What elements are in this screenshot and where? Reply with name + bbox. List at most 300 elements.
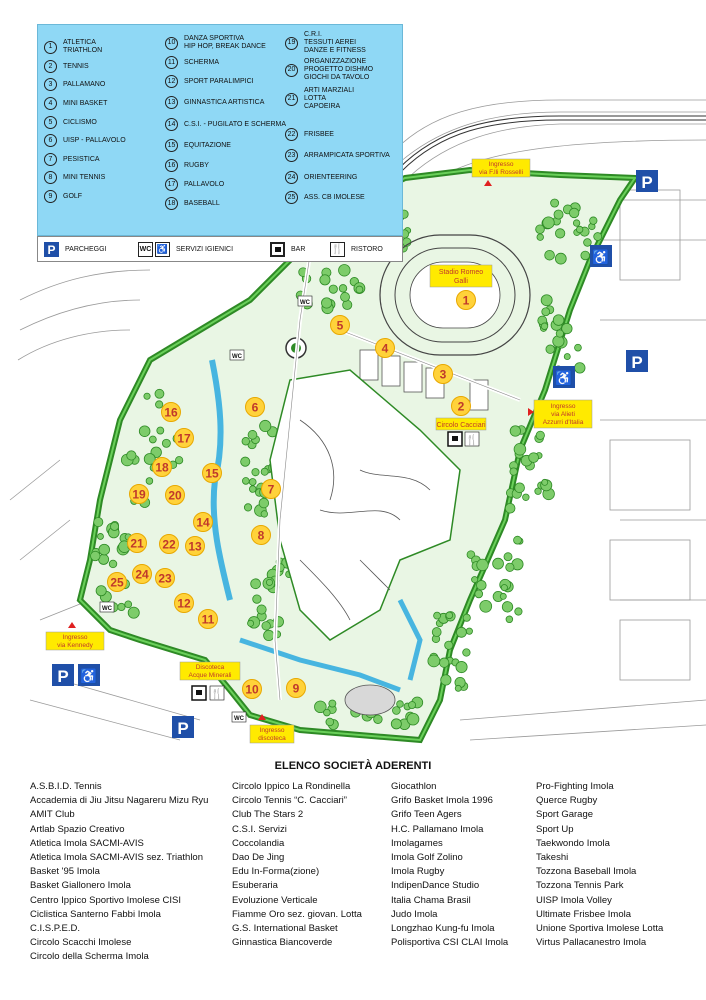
member-item: Polisportiva CSI CLAI Imola <box>391 937 509 949</box>
bar-icon <box>192 686 206 700</box>
parking-icon <box>626 350 648 372</box>
tree-icon <box>536 225 545 234</box>
tree-icon <box>146 478 153 485</box>
svg-text:Galli: Galli <box>453 278 469 285</box>
map-marker-3[interactable] <box>434 365 453 384</box>
tree-icon <box>545 250 555 260</box>
tree-icon <box>441 675 451 685</box>
legend-number: 18 <box>165 197 178 210</box>
members-column-4 <box>536 780 663 950</box>
legend-label: PESISTICA <box>63 155 100 163</box>
tree-icon <box>339 285 347 293</box>
parking-icon <box>636 170 658 192</box>
legend-number: 5 <box>44 116 57 129</box>
map-marker-22[interactable] <box>160 535 179 554</box>
wc-icon: WC <box>138 242 153 257</box>
legend-label: C.S.I. - PUGILATO E SCHERMA <box>184 120 287 128</box>
marker-number: 2 <box>457 399 465 414</box>
map-marker-14[interactable] <box>194 513 213 532</box>
label-discoteca <box>180 662 240 680</box>
accessible-wc-icon: ♿ <box>155 242 170 257</box>
tree-icon <box>261 468 268 475</box>
legend-label: GOLF <box>63 192 83 200</box>
tree-icon <box>329 285 337 293</box>
tree-icon <box>155 389 164 398</box>
tree-icon <box>535 488 542 495</box>
map-marker-2[interactable] <box>452 397 471 416</box>
members-column-3 <box>391 780 508 950</box>
wc-icon <box>100 602 114 612</box>
tree-icon <box>155 401 162 408</box>
legend-number: 25 <box>285 191 298 204</box>
legend-number: 15 <box>165 139 178 152</box>
tree-icon <box>251 579 261 589</box>
parking-icon <box>172 716 194 738</box>
tree-icon <box>529 453 539 463</box>
parking-label: PARCHEGGI <box>65 246 107 253</box>
restaurant-icon <box>210 686 224 700</box>
legend-item-4 <box>44 97 107 110</box>
legend-label: UISP - PALLAVOLO <box>63 136 126 144</box>
member-item: A.S.B.I.D. Tennis <box>30 781 102 792</box>
tree-icon <box>575 363 586 374</box>
member-item: Grifo Basket Imola 1996 <box>391 795 493 807</box>
marker-number: 17 <box>177 431 191 446</box>
tree-icon <box>118 603 125 610</box>
legend-label: PALLAMANO <box>63 80 106 88</box>
legend-label: SPORT PARALIMPICI <box>184 77 254 85</box>
marker-number: 10 <box>245 682 259 697</box>
legend-label: ASS. CB IMOLESE <box>304 193 365 201</box>
legend-item-6 <box>44 134 126 147</box>
map-marker-24[interactable] <box>133 565 152 584</box>
legend-number: 6 <box>44 134 57 147</box>
member-item: Taekwondo Imola <box>536 837 610 849</box>
accessible-parking-icon <box>590 245 612 267</box>
member-item: Circolo della Scherma Imola <box>30 951 149 963</box>
svg-text:P: P <box>631 353 643 372</box>
tree-icon <box>515 483 525 493</box>
svg-text:🍴: 🍴 <box>465 435 479 446</box>
member-item: Atletica Imola SACMI-AVIS sez. Triathlon <box>30 852 203 864</box>
legend-label: GINNASTICA ARTISTICA <box>184 98 265 106</box>
tree-icon <box>257 605 266 614</box>
svg-text:P: P <box>57 667 69 686</box>
tree-icon <box>455 685 461 691</box>
marker-number: 11 <box>201 612 215 627</box>
svg-text:Stadio Romeo: Stadio Romeo <box>438 269 484 276</box>
tree-icon <box>515 608 522 615</box>
legend-label: PALLAVOLO <box>184 180 225 188</box>
parking-icon <box>52 664 74 686</box>
restaurant-label: RISTORO <box>351 246 383 253</box>
tree-icon <box>514 536 522 544</box>
tree-icon <box>392 707 400 715</box>
marker-number: 13 <box>188 539 202 554</box>
map-marker-18[interactable] <box>153 458 172 477</box>
map-marker-12[interactable] <box>175 594 194 613</box>
legend-number: 4 <box>44 97 57 110</box>
svg-text:🍴: 🍴 <box>210 689 224 700</box>
legend-number: 10 <box>165 37 178 50</box>
legend-item-8 <box>44 171 105 184</box>
map-marker-6[interactable] <box>246 398 265 417</box>
tree-icon <box>556 330 563 337</box>
map-marker-8[interactable] <box>252 526 271 545</box>
svg-text:Ingresso: Ingresso <box>488 161 514 168</box>
tree-icon <box>463 649 470 656</box>
marker-number: 14 <box>196 515 210 530</box>
tree-icon <box>320 275 330 285</box>
member-item: Accademia di Jiu Jitsu Nagareru Mizu Ryu <box>30 795 209 807</box>
tree-icon <box>506 616 513 623</box>
member-item: Ginnastica Biancoverde <box>232 937 333 949</box>
legend-label: RUGBY <box>184 161 209 169</box>
tree-icon <box>356 286 363 293</box>
label-circolo-cacciari <box>436 418 486 430</box>
map-marker-10[interactable] <box>243 680 262 699</box>
map-marker-21[interactable] <box>128 534 147 553</box>
restaurant-icon: 🍴 <box>331 244 344 255</box>
member-item: H.C. Pallamano Imola <box>391 823 484 835</box>
tree-icon <box>501 584 507 590</box>
legend-item-5 <box>44 116 97 129</box>
svg-text:Acque Minerali: Acque Minerali <box>188 672 232 679</box>
tree-icon <box>554 210 563 219</box>
map-marker-15[interactable] <box>203 464 222 483</box>
tree-icon <box>590 217 597 224</box>
tree-icon <box>144 393 150 399</box>
tree-icon <box>110 522 118 530</box>
map-marker-1[interactable] <box>457 291 476 310</box>
legend-item-13 <box>165 96 264 109</box>
tree-icon <box>241 457 250 466</box>
map-marker-23[interactable] <box>156 569 175 588</box>
label-ingresso-rosselli <box>472 159 530 177</box>
svg-text:via Alieti: via Alieti <box>551 411 575 418</box>
member-item: Evoluzione Verticale <box>232 894 318 906</box>
member-item: C.I.S.P.E.D. <box>30 923 80 935</box>
tree-icon <box>262 622 271 631</box>
member-item: Querce Rugby <box>536 795 598 807</box>
tree-icon <box>432 628 441 637</box>
legend-number: 9 <box>44 190 57 203</box>
svg-text:WC: WC <box>232 354 242 360</box>
svg-text:via Kennedy: via Kennedy <box>57 642 93 649</box>
legend-item-11 <box>165 56 219 69</box>
label-ingresso-alieti <box>534 400 592 428</box>
marker-number: 3 <box>439 367 447 382</box>
legend-item-16 <box>165 159 209 172</box>
marker-number: 16 <box>164 405 178 420</box>
member-item: UISP Imola Volley <box>536 894 612 906</box>
map-marker-5[interactable] <box>331 316 350 335</box>
marker-number: 21 <box>130 536 144 551</box>
tree-icon <box>91 551 101 561</box>
bar-label: BAR <box>291 246 306 253</box>
member-item: Club The Stars 2 <box>232 809 304 821</box>
map-marker-4[interactable] <box>376 339 395 358</box>
restaurant-icon <box>465 432 479 446</box>
legend-item-9 <box>44 190 82 203</box>
legend-label: SCHERMA <box>184 58 220 66</box>
tree-icon <box>475 590 483 598</box>
map-marker-9[interactable] <box>287 679 306 698</box>
tree-icon <box>594 233 602 241</box>
marker-number: 7 <box>267 482 275 497</box>
map-marker-19[interactable] <box>130 485 149 504</box>
tree-icon <box>339 264 351 276</box>
tree-icon <box>581 251 590 260</box>
tree-icon <box>541 323 548 330</box>
marker-number: 22 <box>162 537 176 552</box>
svg-text:P: P <box>641 173 653 192</box>
tree-icon <box>573 220 580 227</box>
member-item: Imolagames <box>391 837 443 849</box>
tree-icon <box>249 479 256 486</box>
legend-item-17 <box>165 178 224 191</box>
members-column-1 <box>30 780 208 965</box>
marker-number: 4 <box>381 341 389 356</box>
tree-icon <box>249 486 256 493</box>
svg-text:WC: WC <box>102 606 112 612</box>
legend-label: BASEBALL <box>184 199 220 207</box>
legend-number: 23 <box>285 149 298 162</box>
legend-label: ATLETICA TRIATHLON <box>63 39 103 54</box>
legend-parking <box>44 242 107 257</box>
tree-icon <box>264 630 274 640</box>
tree-icon <box>502 602 512 612</box>
legend-restaurant <box>330 242 383 257</box>
member-item: Unione Sportiva Imolese Lotta <box>536 923 664 935</box>
svg-text:WC: WC <box>300 300 310 306</box>
tree-icon <box>555 253 566 264</box>
legend-number: 14 <box>165 118 178 131</box>
tree-icon <box>546 345 555 354</box>
tree-icon <box>407 713 419 725</box>
member-item: Imola Rugby <box>391 866 445 878</box>
tree-icon <box>94 517 103 526</box>
tree-icon <box>536 431 544 439</box>
legend-number: 21 <box>285 93 298 106</box>
tree-icon <box>125 601 132 608</box>
tree-icon <box>576 226 583 233</box>
legend-bar <box>270 242 305 257</box>
svg-text:Ingresso: Ingresso <box>259 727 285 734</box>
marker-number: 19 <box>132 487 146 502</box>
member-item: Basket Giallonero Imola <box>30 880 131 892</box>
tree-icon <box>99 544 110 555</box>
svg-text:♿: ♿ <box>555 370 573 386</box>
member-item: C.S.I. Servizi <box>232 823 287 835</box>
map-marker-13[interactable] <box>186 537 205 556</box>
legend-item-10 <box>165 35 266 51</box>
member-item: Sport Garage <box>536 809 594 821</box>
marker-number: 15 <box>205 466 219 481</box>
svg-text:via F.lli Rosselli: via F.lli Rosselli <box>478 169 524 176</box>
legend-item-14 <box>165 118 286 131</box>
tree-icon <box>510 468 517 475</box>
map-marker-17[interactable] <box>175 429 194 448</box>
marker-number: 5 <box>336 318 344 333</box>
accessible-parking-icon <box>78 664 100 686</box>
tree-icon <box>445 641 453 649</box>
member-item: Esuberaria <box>232 880 278 892</box>
member-item: Edu In-Forma(zione) <box>232 866 320 878</box>
svg-text:WC: WC <box>234 716 244 722</box>
member-item: Atletica Imola SACMI-AVIS <box>30 837 144 849</box>
tree-icon <box>162 439 170 447</box>
legend-number: 17 <box>165 178 178 191</box>
map-marker-7[interactable] <box>262 480 281 499</box>
legend-item-3 <box>44 78 105 91</box>
member-item: Basket '95 Imola <box>30 866 100 878</box>
tree-icon <box>456 661 467 672</box>
legend-item-20 <box>285 58 373 82</box>
legend-item-7 <box>44 153 100 166</box>
tree-icon <box>97 533 103 539</box>
marker-number: 20 <box>168 488 182 503</box>
tree-icon <box>260 420 271 431</box>
tree-icon <box>575 344 582 351</box>
tree-icon <box>542 308 550 316</box>
legend-number: 7 <box>44 153 57 166</box>
member-item: Fiamme Oro sez. giovan. Lotta <box>232 908 362 920</box>
svg-text:Ingresso: Ingresso <box>62 634 88 641</box>
member-item: IndipenDance Studio <box>391 880 480 892</box>
svg-text:♿: ♿ <box>592 249 610 265</box>
legend-number: 16 <box>165 159 178 172</box>
tree-icon <box>564 354 570 360</box>
tree-icon <box>555 229 564 238</box>
legend-item-2 <box>44 60 89 73</box>
legend-label: CICLISMO <box>63 118 97 126</box>
wc-icon <box>230 350 244 360</box>
bar-icon <box>448 432 462 446</box>
tree-icon <box>493 558 504 569</box>
legend-item-25 <box>285 191 365 204</box>
tree-icon <box>127 451 136 460</box>
tree-icon <box>428 655 440 667</box>
tree-icon <box>500 593 506 599</box>
tree-icon <box>329 700 336 707</box>
legend-label: ORGANIZZAZIONE PROGETTO DISHMO GIOCHI DA TAVOLO <box>304 58 374 81</box>
member-item: Italia Chama Brasil <box>391 894 471 906</box>
member-item: Centro Ippico Sportivo Imolese CISI <box>30 894 182 906</box>
legend-number: 24 <box>285 171 298 184</box>
tree-icon <box>506 563 514 571</box>
legend-number: 2 <box>44 60 57 73</box>
legend-number: 8 <box>44 171 57 184</box>
tree-icon <box>242 477 249 484</box>
tree-icon <box>514 443 526 455</box>
svg-text:Ingresso: Ingresso <box>550 403 576 410</box>
member-item: Giocathlon <box>391 781 437 792</box>
legend-item-21 <box>285 87 354 111</box>
map-marker-11[interactable] <box>199 610 218 629</box>
member-item: Dao De Jing <box>232 852 285 864</box>
tree-icon <box>109 560 117 568</box>
tree-icon <box>96 586 106 596</box>
svg-text:Azzurri d'Italia: Azzurri d'Italia <box>542 419 584 426</box>
legend-number: 3 <box>44 78 57 91</box>
marker-number: 9 <box>292 681 300 696</box>
tree-icon <box>248 430 257 439</box>
tree-icon <box>541 295 552 306</box>
legend-label: ARRAMPICATA SPORTIVA <box>304 151 390 159</box>
tree-icon <box>466 628 472 634</box>
marker-number: 1 <box>462 293 470 308</box>
member-item: Ciclistica Santerno Fabbi Imola <box>30 908 161 920</box>
legend-number: 22 <box>285 128 298 141</box>
legend-label: C.R.I. TESSUTI AEREI DANZE E FITNESS <box>304 31 366 54</box>
tree-icon <box>439 658 448 667</box>
tree-icon <box>266 579 272 585</box>
member-item: Takeshi <box>536 852 569 864</box>
member-item: Circolo Ippico La Rondinella <box>232 781 351 792</box>
tree-icon <box>569 208 579 218</box>
legend-item-23 <box>285 149 390 162</box>
legend-number: 12 <box>165 75 178 88</box>
marker-number: 25 <box>110 575 124 590</box>
marker-number: 8 <box>257 528 265 543</box>
accessible-parking-icon <box>553 366 575 388</box>
tree-icon <box>446 612 453 619</box>
member-item: Tozzona Tennis Park <box>536 880 624 892</box>
member-item: Pro-Fighting Imola <box>536 781 614 792</box>
legend-item-15 <box>165 139 231 152</box>
tree-icon <box>341 292 350 301</box>
marker-number: 23 <box>158 571 172 586</box>
legend-label: ARTI MARZIALI LOTTA CAPOEIRA <box>304 87 355 110</box>
tree-icon <box>259 498 269 508</box>
tree-icon <box>551 199 559 207</box>
tree-icon <box>537 234 544 241</box>
tree-icon <box>391 719 401 729</box>
tree-icon <box>326 718 334 726</box>
member-item: Judo Imola <box>391 908 438 920</box>
legend-item-22 <box>285 128 334 141</box>
map-marker-20[interactable] <box>166 486 185 505</box>
members-title: ELENCO SOCIETÀ ADERENTI <box>274 760 432 772</box>
tree-icon <box>456 627 466 637</box>
map-marker-16[interactable] <box>162 403 181 422</box>
legend-item-12 <box>165 75 254 88</box>
tree-icon <box>553 315 564 326</box>
label-ingresso-kennedy <box>46 632 104 650</box>
legend-number: 13 <box>165 96 178 109</box>
legend-label: FRISBEE <box>304 130 334 138</box>
map-marker-25[interactable] <box>108 573 127 592</box>
legend-item-18 <box>165 197 220 210</box>
marker-number: 6 <box>251 400 259 415</box>
tree-icon <box>477 559 489 571</box>
svg-text:P: P <box>177 719 189 738</box>
member-item: Coccolandia <box>232 837 285 849</box>
tree-icon <box>409 701 416 708</box>
toilets-label: SERVIZI IGIENICI <box>176 246 234 253</box>
svg-text:Discoteca: Discoteca <box>195 664 225 671</box>
map-legend <box>37 24 403 236</box>
bar-icon <box>270 242 285 257</box>
tree-icon <box>149 436 156 443</box>
tree-icon <box>510 426 520 436</box>
legend-number: 1 <box>44 41 57 54</box>
label-ingresso-discoteca <box>250 725 294 743</box>
tree-icon <box>463 614 470 621</box>
member-item: Circolo Scacchi Imolese <box>30 937 132 949</box>
tree-icon <box>543 217 555 229</box>
